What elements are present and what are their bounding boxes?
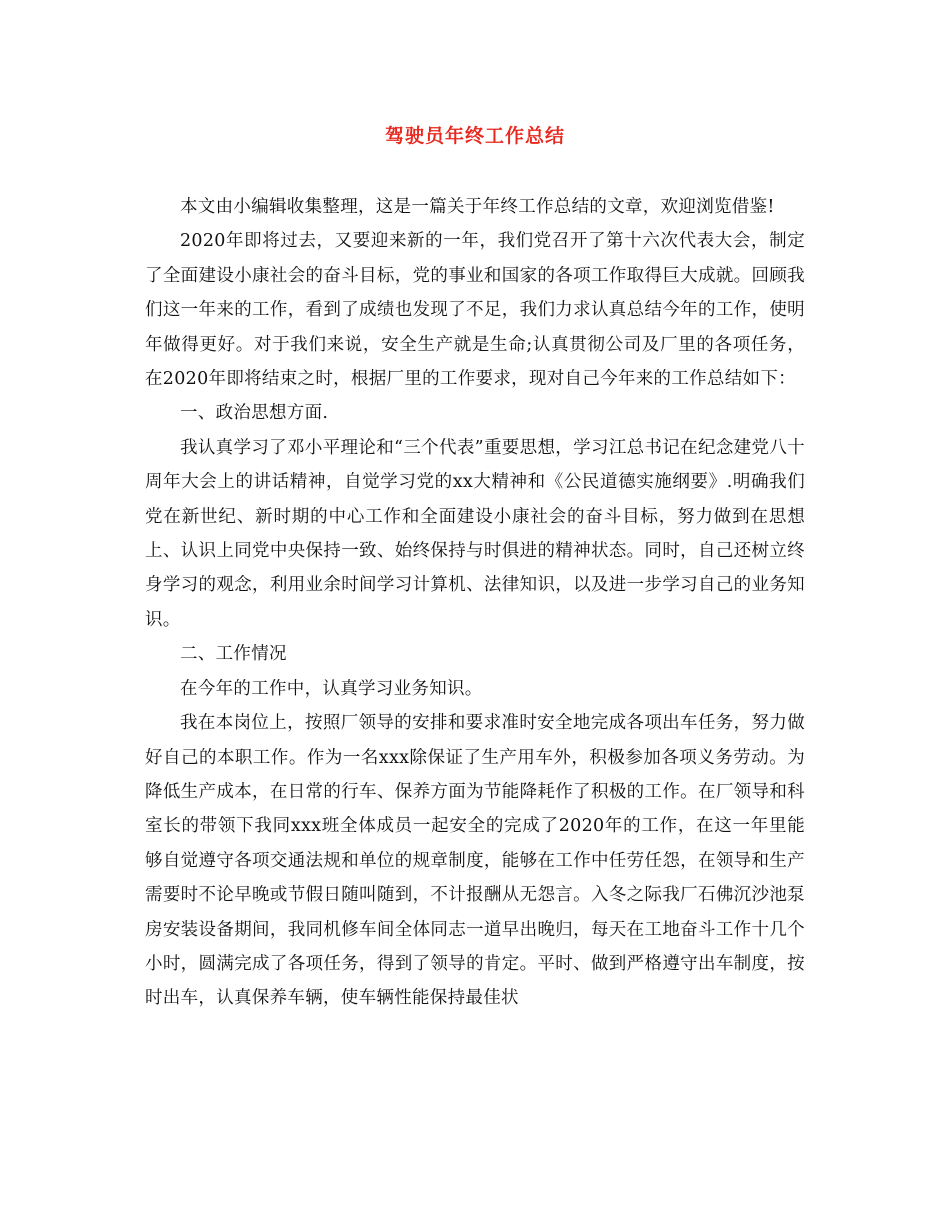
paragraph-political: 我认真学习了邓小平理论和“三个代表”重要思想，学习江总书记在纪念建党八十周年大会上的讲话精神，自觉学习党的xx大精神和《公民道德实施纲要》.明确我们党在新世纪、新时期的中心工作和全面建设小康社会的奋斗目标，努力做到在思想上、认识上同党中央保持一致、始终保持与时俱进的精神状态。同时，自己还树立终身学习的观念，利用业余时间学习计算机、法律知识，以及进一步学习自己的业务知识。 [145, 437, 805, 630]
section-heading-work: 二、工作情况 [180, 644, 287, 665]
document-body [145, 190, 805, 1016]
paragraph-intro: 本文由小编辑收集整理，这是一篇关于年终工作总结的文章，欢迎浏览借鉴! [180, 197, 775, 217]
section-heading-political: 一、政治思想方面. [180, 403, 329, 424]
document-title: 驾驶员年终工作总结 [384, 125, 565, 147]
paragraph-overview: 2020年即将过去，又要迎来新的一年，我们党召开了第十六次代表大会，制定了全面建设小康社会的奋斗目标，党的事业和国家的各项工作取得巨大成就。回顾我们这一年来的工作，看到了成绩也发现了不足，我们力求认真总结今年的工作，使明年做得更好。对于我们来说，安全生产就是生命;认真贯彻公司及厂里的各项任务，在2020年即将结束之时，根据厂里的工作要求，现对自己今年来的工作总结如下： [145, 231, 805, 390]
paragraph-work-detail: 我在本岗位上，按照厂领导的安排和要求准时安全地完成各项出车任务，努力做好自己的本职工作。作为一名xxx除保证了生产用车外，积极参加各项义务劳动。为降低生产成本，在日常的行车、保养方面为节能降耗作了积极的工作。在厂领导和科室长的带领下我同xxx班全体成员一起安全的完成了2020年的工作，在这一年里能够自觉遵守各项交通法规和单位的规章制度，能够在工作中任劳任怨，在领导和生产需要时不论早晚或节假日随叫随到，不计报酬从无怨言。入冬之际我厂石佛沉沙池泵房安装设备期间，我同机修车间全体同志一道早出晚归，每天在工地奋斗工作十几个小时，圆满完成了各项任务，得到了领导的肯定。平时、做到严格遵守出车制度，按时出车，认真保养车辆，使车辆性能保持最佳状 [145, 713, 805, 1009]
paragraph-work-intro: 在今年的工作中，认真学习业务知识。 [180, 678, 483, 699]
